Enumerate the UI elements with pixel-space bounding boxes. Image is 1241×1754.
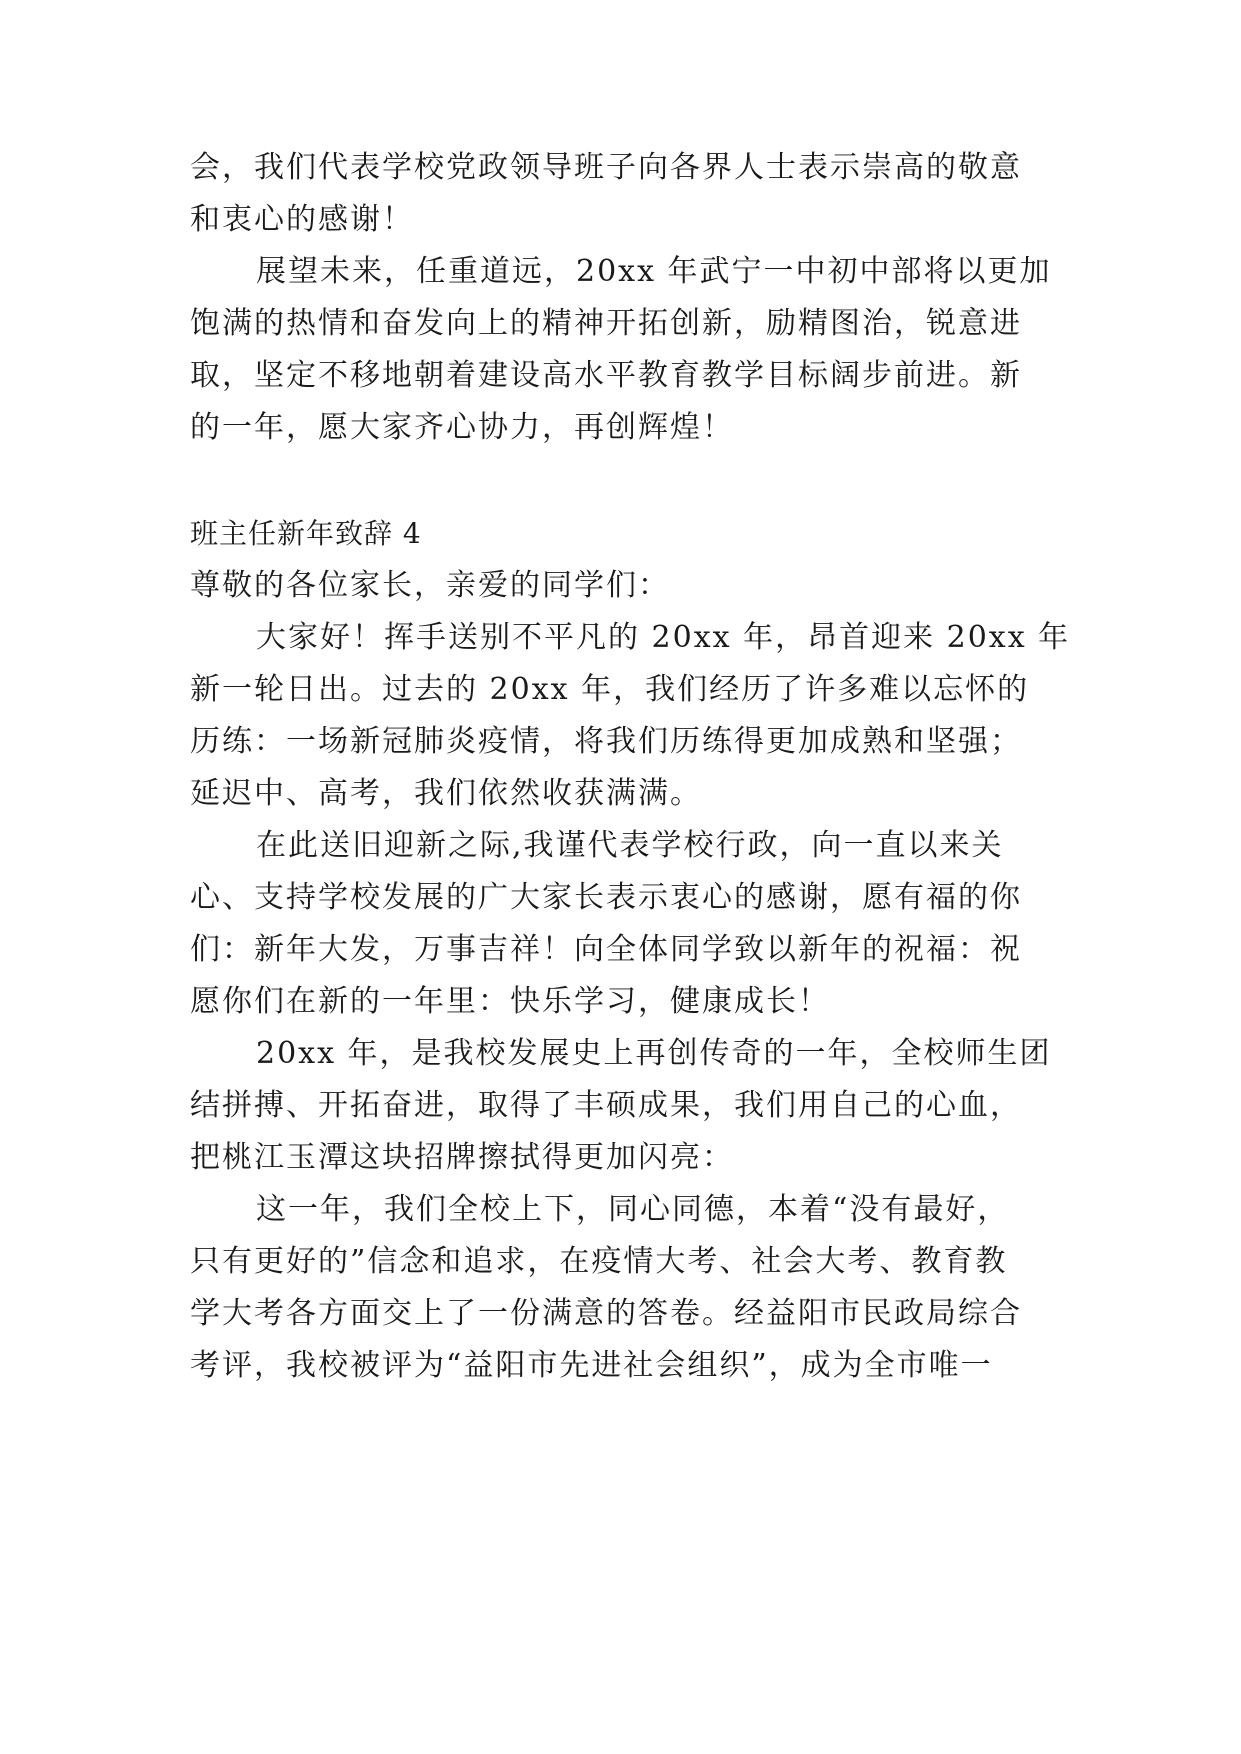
body-line: 心、支持学校发展的广大家长表示衷心的感谢，愿有福的你: [190, 880, 1022, 915]
paragraph-first-line: 在此送旧迎新之际,我谨代表学校行政，向一直以来关: [256, 828, 1004, 863]
body-line: 愿你们在新的一年里：快乐学习，健康成长！: [190, 984, 830, 1019]
body-line: 只有更好的”信念和追求，在疫情大考、社会大考、教育教: [190, 1244, 1008, 1279]
body-line: 把桃江玉潭这块招牌擦拭得更加闪亮：: [190, 1140, 734, 1175]
body-line: 饱满的热情和奋发向上的精神开拓创新，励精图治，锐意进: [190, 306, 1022, 341]
body-line: 和衷心的感谢！: [190, 202, 414, 237]
paragraph-first-line: 展望未来，任重道远，20xx 年武宁一中初中部将以更加: [256, 254, 1052, 289]
body-line: 取，坚定不移地朝着建设高水平教育教学目标阔步前进。新: [190, 358, 1022, 393]
body-line: 们：新年大发，万事吉祥！向全体同学致以新年的祝福：祝: [190, 932, 1022, 967]
body-line: 新一轮日出。过去的 20xx 年，我们经历了许多难以忘怀的: [190, 672, 1030, 707]
section-title: 班主任新年致辞 4: [190, 517, 422, 550]
paragraph-first-line: 20xx 年，是我校发展史上再创传奇的一年，全校师生团: [256, 1036, 1052, 1071]
paragraph-first-line: 这一年，我们全校上下，同心同德，本着“没有最好，: [256, 1192, 1010, 1227]
body-line: 会，我们代表学校党政领导班子向各界人士表示崇高的敬意: [190, 150, 1022, 185]
salutation: 尊敬的各位家长，亲爱的同学们：: [190, 568, 670, 603]
body-line: 的一年，愿大家齐心协力，再创辉煌！: [190, 410, 734, 445]
body-line: 延迟中、高考，我们依然收获满满。: [190, 776, 702, 811]
body-line: 结拼搏、开拓奋进，取得了丰硕成果，我们用自己的心血，: [190, 1088, 1022, 1123]
body-line: 学大考各方面交上了一份满意的答卷。经益阳市民政局综合: [190, 1296, 1022, 1331]
paragraph-first-line: 大家好！挥手送别不平凡的 20xx 年，昂首迎来 20xx 年: [256, 620, 1071, 655]
body-line: 考评，我校被评为“益阳市先进社会组织”，成为全市唯一: [190, 1348, 993, 1383]
body-line: 历练：一场新冠肺炎疫情，将我们历练得更加成熟和坚强；: [190, 724, 1022, 759]
